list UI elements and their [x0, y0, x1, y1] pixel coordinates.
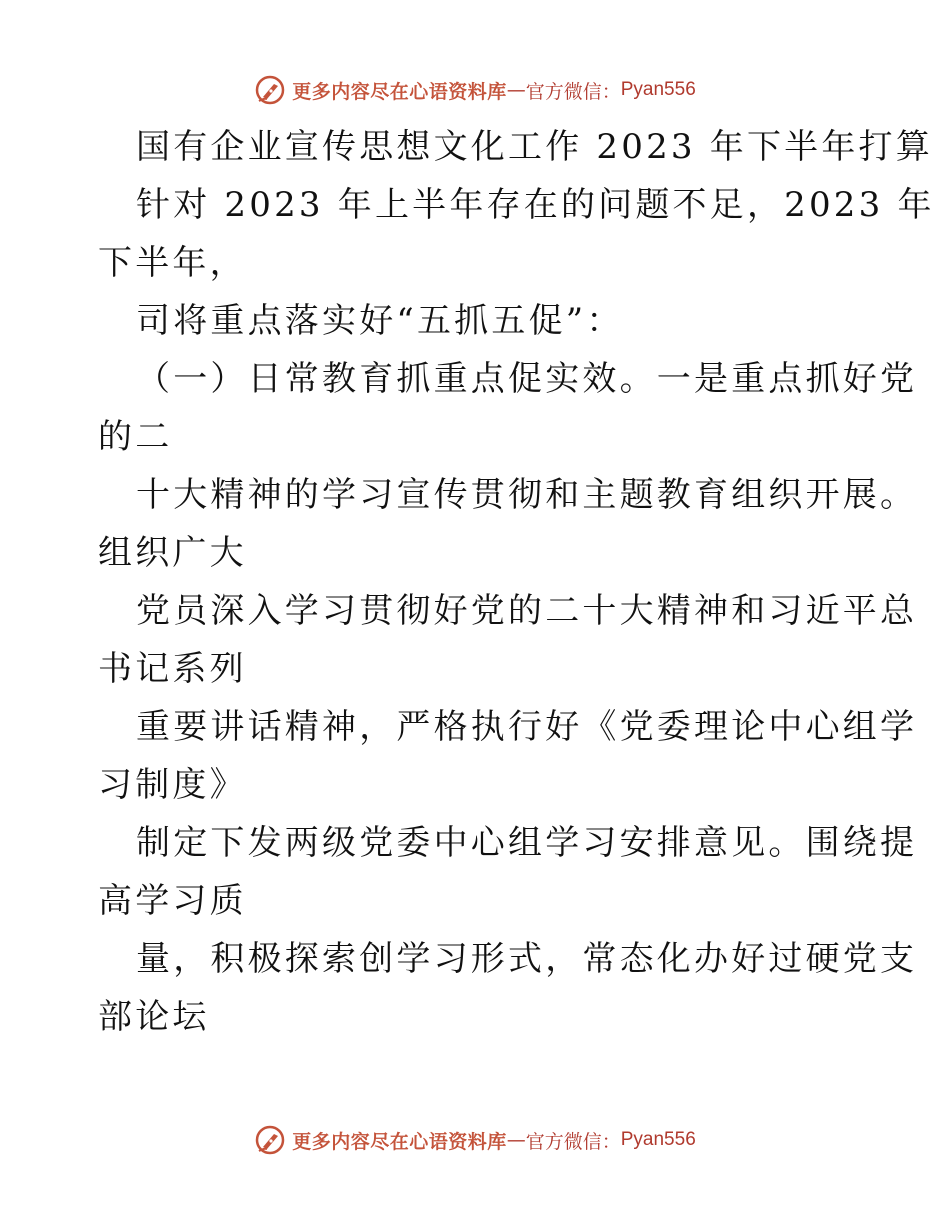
document-line: 下半年， — [98, 243, 247, 283]
banner-site-name: 更多内容尽在心语资料库 — [292, 1130, 507, 1153]
document-line: 党员深入学习贯彻好党的二十大精神和习近平总 — [136, 591, 918, 631]
document-line: 量，积极探索创学习形式，常态化办好过硬党支 — [136, 939, 918, 979]
document-line: 书记系列 — [98, 649, 247, 689]
pen-nib-logo-icon — [254, 74, 286, 106]
banner-contact-label: 官方微信： — [525, 80, 621, 103]
banner-contact-label: 官方微信： — [525, 1130, 621, 1153]
banner-separator: — — [506, 79, 526, 101]
document-line: 的二 — [98, 417, 173, 457]
document-line: 针对 2023 年上半年存在的问题不足，2023 年 — [136, 185, 935, 225]
banner-contact-id: Pyan556 — [620, 79, 696, 100]
footer-banner — [0, 1120, 950, 1160]
document-line: 重要讲话精神，严格执行好《党委理论中心组学 — [136, 707, 918, 747]
document-line: 部论坛 — [98, 997, 210, 1037]
document-line: 高学习质 — [98, 881, 247, 921]
pen-nib-logo-icon — [254, 1124, 286, 1156]
banner-contact-id: Pyan556 — [620, 1129, 696, 1150]
document-line: 组织广大 — [98, 533, 247, 573]
document-line: 国有企业宣传思想文化工作 2023 年下半年打算 — [136, 127, 933, 167]
document-body — [98, 118, 935, 1046]
document-line: （一）日常教育抓重点促实效。一是重点抓好党 — [136, 359, 918, 399]
banner-separator: — — [506, 1129, 526, 1151]
header-banner — [0, 70, 950, 110]
banner-site-name: 更多内容尽在心语资料库 — [292, 80, 507, 103]
document-line: 习制度》 — [98, 765, 247, 805]
document-line: 十大精神的学习宣传贯彻和主题教育组织开展。 — [136, 475, 918, 515]
document-line: 制定下发两级党委中心组学习安排意见。围绕提 — [136, 823, 918, 863]
document-line: 司将重点落实好“五抓五促”： — [136, 301, 624, 341]
